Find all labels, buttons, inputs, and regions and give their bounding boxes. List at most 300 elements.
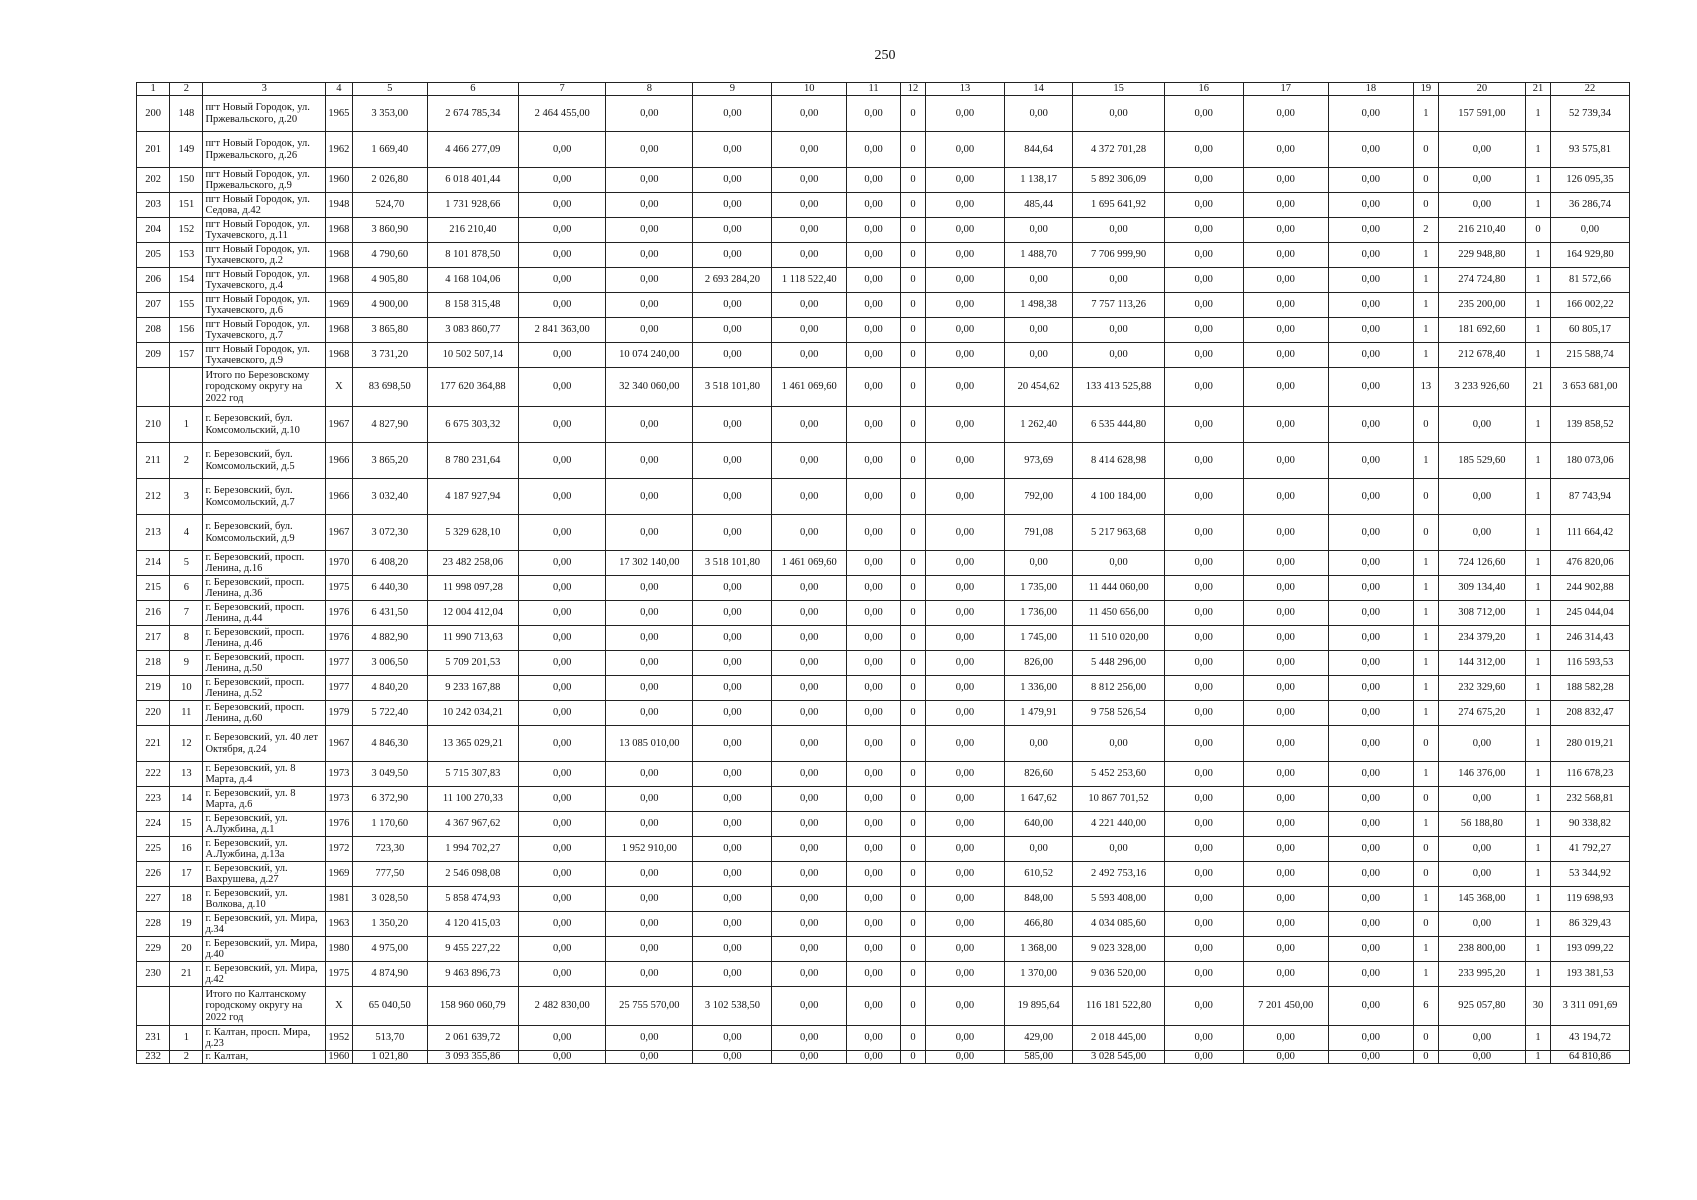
table-cell: 6 535 444,80 [1073, 407, 1164, 443]
table-cell: 11 444 060,00 [1073, 576, 1164, 601]
table-cell: 0,00 [693, 601, 772, 626]
table-cell: 0 [901, 762, 926, 787]
table-cell: 0,00 [925, 1026, 1004, 1051]
table-row [137, 1051, 1630, 1064]
table-cell: 150 [170, 168, 203, 193]
table-cell: 4 900,00 [352, 293, 427, 318]
table-cell: 0,00 [772, 837, 847, 862]
address-cell: г. Калтан, [203, 1051, 326, 1064]
table-cell: 0,00 [1004, 268, 1073, 293]
table-cell: 0,00 [772, 343, 847, 368]
table-cell [137, 368, 170, 407]
table-cell: 0,00 [772, 701, 847, 726]
table-cell: 1980 [325, 937, 352, 962]
table-cell: 0 [901, 837, 926, 862]
table-cell: 0,00 [1073, 268, 1164, 293]
table-cell: 0,00 [1243, 96, 1328, 132]
table-cell: 476 820,06 [1550, 551, 1629, 576]
table-cell: 0,00 [1438, 132, 1525, 168]
column-number: 1 [137, 83, 170, 96]
table-cell: 177 620 364,88 [427, 368, 518, 407]
table-cell: 0,00 [519, 676, 606, 701]
table-cell: 6 440,30 [352, 576, 427, 601]
table-cell: 0 [901, 318, 926, 343]
table-cell: 0 [901, 887, 926, 912]
table-cell: 0,00 [1164, 912, 1243, 937]
table-cell: 4 372 701,28 [1073, 132, 1164, 168]
address-cell: г. Березовский, бул. Комсомольский, д.10 [203, 407, 326, 443]
table-cell: 139 858,52 [1550, 407, 1629, 443]
table-cell: 7 757 113,26 [1073, 293, 1164, 318]
table-cell: 205 [137, 243, 170, 268]
table-cell: 0,00 [1243, 937, 1328, 962]
table-cell: 224 [137, 812, 170, 837]
table-cell: 1 731 928,66 [427, 193, 518, 218]
table-cell: 3 072,30 [352, 515, 427, 551]
table-cell: 0 [901, 243, 926, 268]
table-cell: 20 [170, 937, 203, 962]
table-row [137, 268, 1630, 293]
table-cell: 0 [1413, 726, 1438, 762]
table-cell: 1 647,62 [1004, 787, 1073, 812]
table-cell: 640,00 [1004, 812, 1073, 837]
table-cell: 1 [1413, 651, 1438, 676]
table-cell: 485,44 [1004, 193, 1073, 218]
table-cell: 1966 [325, 443, 352, 479]
table-cell: 1976 [325, 626, 352, 651]
table-cell: 0,00 [1328, 912, 1413, 937]
table-cell: 9 233 167,88 [427, 676, 518, 701]
table-cell: 925 057,80 [1438, 987, 1525, 1026]
table-cell: 0,00 [772, 812, 847, 837]
table-cell: 1970 [325, 551, 352, 576]
table-row [137, 762, 1630, 787]
table-cell [170, 368, 203, 407]
table-cell: 23 482 258,06 [427, 551, 518, 576]
table-cell: 0,00 [847, 787, 901, 812]
table-cell: 11 990 713,63 [427, 626, 518, 651]
table-cell: 0,00 [1328, 443, 1413, 479]
address-cell: г. Березовский, ул. Мира, д.42 [203, 962, 326, 987]
table-cell: 274 675,20 [1438, 701, 1525, 726]
table-cell: 1 [1413, 962, 1438, 987]
table-cell: 0,00 [1438, 168, 1525, 193]
table-cell: 0,00 [925, 837, 1004, 862]
column-number: 8 [606, 83, 693, 96]
table-cell: 3 353,00 [352, 96, 427, 132]
table-row [137, 343, 1630, 368]
table-cell: 145 368,00 [1438, 887, 1525, 912]
table-cell: 3 518 101,80 [693, 368, 772, 407]
table-cell: 0,00 [847, 96, 901, 132]
table-cell: 4 846,30 [352, 726, 427, 762]
table-cell: 10 074 240,00 [606, 343, 693, 368]
table-cell: 0,00 [772, 626, 847, 651]
table-cell: 0,00 [1164, 479, 1243, 515]
table-cell: 0,00 [1328, 318, 1413, 343]
table-cell: 11 998 097,28 [427, 576, 518, 601]
table-cell: 0,00 [1073, 551, 1164, 576]
address-cell: пгт Новый Городок, ул. Пржевальского, д.9 [203, 168, 326, 193]
table-row [137, 787, 1630, 812]
table-cell: 2 482 830,00 [519, 987, 606, 1026]
table-cell: 0,00 [693, 407, 772, 443]
table-cell: 0,00 [606, 626, 693, 651]
table-cell: 4 975,00 [352, 937, 427, 962]
table-cell: 6 018 401,44 [427, 168, 518, 193]
table-cell: 0 [901, 937, 926, 962]
table-cell: 0 [1413, 1051, 1438, 1064]
table-cell: 11 510 020,00 [1073, 626, 1164, 651]
table-cell: 4 790,60 [352, 243, 427, 268]
address-cell: г. Березовский, ул. А.Лужбина, д.1 [203, 812, 326, 837]
table-cell: 17 [170, 862, 203, 887]
table-cell: 111 664,42 [1550, 515, 1629, 551]
table-cell: 0 [901, 168, 926, 193]
column-number: 6 [427, 83, 518, 96]
table-row [137, 443, 1630, 479]
table-row [137, 407, 1630, 443]
table-cell: 0,00 [606, 168, 693, 193]
table-cell: 0,00 [925, 293, 1004, 318]
table-cell: 1976 [325, 601, 352, 626]
address-cell: пгт Новый Городок, ул. Тухачевского, д.4 [203, 268, 326, 293]
table-cell: 3 028 545,00 [1073, 1051, 1164, 1064]
table-cell: 0,00 [693, 626, 772, 651]
address-cell: г. Березовский, просп. Ленина, д.36 [203, 576, 326, 601]
table-cell: 0,00 [1164, 651, 1243, 676]
table-cell: 5 715 307,83 [427, 762, 518, 787]
table-cell: 0,00 [606, 293, 693, 318]
table-cell: X [325, 368, 352, 407]
table-cell: 1 [1526, 676, 1551, 701]
table-cell: 0,00 [1243, 576, 1328, 601]
column-number: 19 [1413, 83, 1438, 96]
table-cell: 1 [1526, 862, 1551, 887]
table-cell: 1 [1526, 651, 1551, 676]
table-cell: 0,00 [1164, 762, 1243, 787]
table-cell: 234 379,20 [1438, 626, 1525, 651]
table-cell: 0,00 [1328, 368, 1413, 407]
table-cell: 3 [170, 479, 203, 515]
table-cell: 0,00 [1328, 962, 1413, 987]
table-cell: 1 [1413, 626, 1438, 651]
table-cell: 1 350,20 [352, 912, 427, 937]
table-cell: 0,00 [772, 987, 847, 1026]
table-cell: 1966 [325, 479, 352, 515]
table-cell: 230 [137, 962, 170, 987]
table-cell: 155 [170, 293, 203, 318]
table-cell: 0,00 [1004, 318, 1073, 343]
table-cell: 4 221 440,00 [1073, 812, 1164, 837]
table-cell: 1 118 522,40 [772, 268, 847, 293]
table-cell: 1 [1526, 812, 1551, 837]
table-cell: 0,00 [1164, 96, 1243, 132]
table-cell: 3 311 091,69 [1550, 987, 1629, 1026]
table-cell: 1 479,91 [1004, 701, 1073, 726]
table-cell: 93 575,81 [1550, 132, 1629, 168]
table-cell: 1968 [325, 318, 352, 343]
table-cell: 0,00 [772, 407, 847, 443]
table-cell: 0,00 [1243, 343, 1328, 368]
table-cell: 8 158 315,48 [427, 293, 518, 318]
table-cell: 0,00 [606, 651, 693, 676]
table-cell: 0,00 [1164, 343, 1243, 368]
table-cell: 0,00 [925, 962, 1004, 987]
table-cell: 0,00 [693, 168, 772, 193]
table-cell: 157 [170, 343, 203, 368]
table-cell: 0,00 [772, 515, 847, 551]
table-cell: 0,00 [1004, 96, 1073, 132]
table-cell: 0,00 [1164, 576, 1243, 601]
column-number-row [137, 83, 1630, 96]
table-row [137, 726, 1630, 762]
table-cell: 0,00 [1243, 701, 1328, 726]
table-cell: 2 [1413, 218, 1438, 243]
table-cell: 0,00 [847, 862, 901, 887]
table-cell: 0,00 [925, 551, 1004, 576]
table-cell: 0,00 [693, 812, 772, 837]
table-cell: 1975 [325, 962, 352, 987]
table-cell: 11 [170, 701, 203, 726]
table-cell: 1965 [325, 96, 352, 132]
table-cell: 0,00 [847, 293, 901, 318]
table-cell: 1968 [325, 243, 352, 268]
table-row [137, 862, 1630, 887]
table-cell: 166 002,22 [1550, 293, 1629, 318]
table-cell: 11 100 270,33 [427, 787, 518, 812]
table-cell: 1 [1526, 443, 1551, 479]
table-cell: 5 [170, 551, 203, 576]
table-cell: 0,00 [1438, 515, 1525, 551]
table-cell: 2 492 753,16 [1073, 862, 1164, 887]
table-cell: 0,00 [606, 701, 693, 726]
table-cell: 0,00 [1328, 887, 1413, 912]
table-cell: 0 [901, 726, 926, 762]
table-cell: 0,00 [1164, 701, 1243, 726]
table-cell: 214 [137, 551, 170, 576]
table-cell: 0,00 [925, 787, 1004, 812]
table-cell: 0,00 [1438, 479, 1525, 515]
table-cell: 1 [1526, 407, 1551, 443]
table-cell: 5 892 306,09 [1073, 168, 1164, 193]
table-cell: 0,00 [925, 407, 1004, 443]
table-cell: 126 095,35 [1550, 168, 1629, 193]
table-cell: 0,00 [1243, 762, 1328, 787]
table-cell: 1967 [325, 515, 352, 551]
table-cell: 2 026,80 [352, 168, 427, 193]
table-cell: 0,00 [772, 243, 847, 268]
page-number: 250 [874, 48, 896, 63]
table-cell: 228 [137, 912, 170, 937]
table-cell: 0,00 [1243, 515, 1328, 551]
column-number: 12 [901, 83, 926, 96]
table-cell: 0,00 [772, 168, 847, 193]
table-cell: 1 [1413, 551, 1438, 576]
table-cell: 0,00 [519, 443, 606, 479]
table-cell: 1 461 069,60 [772, 368, 847, 407]
table-cell: 9 455 227,22 [427, 937, 518, 962]
table-cell: 1 [1526, 962, 1551, 987]
table-cell: 274 724,80 [1438, 268, 1525, 293]
table-cell: 0,00 [925, 193, 1004, 218]
table-cell: 12 004 412,04 [427, 601, 518, 626]
table-cell: 0,00 [519, 515, 606, 551]
table-cell: 0,00 [1243, 368, 1328, 407]
table-cell: 17 302 140,00 [606, 551, 693, 576]
table-cell: 0 [901, 601, 926, 626]
table-cell: 0,00 [606, 96, 693, 132]
table-cell: 0,00 [1243, 962, 1328, 987]
table-cell: 53 344,92 [1550, 862, 1629, 887]
table-cell: 0,00 [772, 601, 847, 626]
table-cell: 9 758 526,54 [1073, 701, 1164, 726]
table-row [137, 293, 1630, 318]
table-cell: 1960 [325, 1051, 352, 1064]
table-row [137, 676, 1630, 701]
table-cell: 7 201 450,00 [1243, 987, 1328, 1026]
table-cell: 1976 [325, 812, 352, 837]
table-cell: 41 792,27 [1550, 837, 1629, 862]
table-cell: 0,00 [1164, 887, 1243, 912]
table-cell: 0,00 [606, 1051, 693, 1064]
table-cell: 0 [1413, 479, 1438, 515]
table-cell: 0,00 [519, 218, 606, 243]
table-cell: 3 032,40 [352, 479, 427, 515]
table-cell: 0,00 [847, 407, 901, 443]
column-number: 11 [847, 83, 901, 96]
table-cell: 0,00 [772, 787, 847, 812]
table-cell: 0,00 [519, 168, 606, 193]
table-cell: 1 498,38 [1004, 293, 1073, 318]
table-cell: 0,00 [847, 243, 901, 268]
table-cell: 0,00 [1328, 407, 1413, 443]
table-cell: 1 736,00 [1004, 601, 1073, 626]
table-cell: 777,50 [352, 862, 427, 887]
table-cell: 0,00 [1328, 515, 1413, 551]
table-cell: 0 [1413, 407, 1438, 443]
table-cell: 220 [137, 701, 170, 726]
table-cell: 0,00 [772, 96, 847, 132]
table-cell: 4 466 277,09 [427, 132, 518, 168]
table-cell: 0,00 [606, 218, 693, 243]
table-cell: 193 381,53 [1550, 962, 1629, 987]
table-cell: 215 588,74 [1550, 343, 1629, 368]
table-cell: 0,00 [1004, 218, 1073, 243]
table-row [137, 243, 1630, 268]
table-cell: 0,00 [606, 318, 693, 343]
table-cell: 0,00 [1243, 676, 1328, 701]
table-cell: 13 365 029,21 [427, 726, 518, 762]
address-cell: г. Березовский, ул. Мира, д.34 [203, 912, 326, 937]
table-cell: 844,64 [1004, 132, 1073, 168]
table-cell: 0,00 [1164, 1051, 1243, 1064]
table-cell: 1 [1413, 443, 1438, 479]
table-cell: 1 138,17 [1004, 168, 1073, 193]
column-number: 3 [203, 83, 326, 96]
table-cell: 1 [1413, 601, 1438, 626]
table-cell: 0,00 [847, 318, 901, 343]
table-cell: 0 [901, 787, 926, 812]
table-cell: 0,00 [1328, 837, 1413, 862]
table-cell: 2 693 284,20 [693, 268, 772, 293]
table-cell: 0,00 [519, 862, 606, 887]
table-cell: 9 463 896,73 [427, 962, 518, 987]
table-cell: 0 [901, 368, 926, 407]
table-cell: 0 [901, 132, 926, 168]
table-cell: 0 [1413, 1026, 1438, 1051]
table-cell: 0,00 [519, 243, 606, 268]
table-cell: 3 049,50 [352, 762, 427, 787]
table-cell: 0,00 [1243, 651, 1328, 676]
table-cell: 0 [901, 576, 926, 601]
table-cell: 12 [170, 726, 203, 762]
housing-repair-table [136, 82, 1630, 1064]
table-cell: 223 [137, 787, 170, 812]
table-cell: 1967 [325, 726, 352, 762]
table-cell: 13 [1413, 368, 1438, 407]
table-cell: 0,00 [1328, 551, 1413, 576]
column-number: 2 [170, 83, 203, 96]
table-row [137, 318, 1630, 343]
table-cell: 0,00 [772, 443, 847, 479]
table-cell: 0,00 [1438, 726, 1525, 762]
table-cell: 21 [170, 962, 203, 987]
table-cell: 0,00 [925, 601, 1004, 626]
table-cell: 1 [1526, 168, 1551, 193]
table-cell: 133 413 525,88 [1073, 368, 1164, 407]
table-cell: 0,00 [1328, 987, 1413, 1026]
table-cell: 1 [1526, 601, 1551, 626]
table-cell: 1 745,00 [1004, 626, 1073, 651]
table-cell: 4 [170, 515, 203, 551]
table-cell: 0,00 [925, 626, 1004, 651]
table-cell: 0,00 [925, 862, 1004, 887]
table-cell: 0,00 [847, 726, 901, 762]
table-cell: 0,00 [1328, 651, 1413, 676]
table-cell: 0,00 [606, 1026, 693, 1051]
table-cell: 0,00 [925, 762, 1004, 787]
table-cell: 1 [1526, 837, 1551, 862]
table-cell: 206 [137, 268, 170, 293]
table-cell: 232 [137, 1051, 170, 1064]
table-cell: 154 [170, 268, 203, 293]
table-cell: 1 461 069,60 [772, 551, 847, 576]
table-cell: 0,00 [693, 912, 772, 937]
table-cell: 0,00 [1164, 268, 1243, 293]
table-cell: 0,00 [519, 1026, 606, 1051]
table-cell: 0 [1413, 515, 1438, 551]
table-cell: 0,00 [1164, 515, 1243, 551]
table-cell: 2 464 455,00 [519, 96, 606, 132]
table-cell: 233 995,20 [1438, 962, 1525, 987]
table-cell: 0,00 [519, 479, 606, 515]
table-cell: 8 780 231,64 [427, 443, 518, 479]
table-cell: 4 367 967,62 [427, 812, 518, 837]
table-cell: 64 810,86 [1550, 1051, 1629, 1064]
table-cell: 0,00 [1243, 601, 1328, 626]
table-cell: 157 591,00 [1438, 96, 1525, 132]
table-cell: 0,00 [925, 1051, 1004, 1064]
table-cell: 0,00 [1328, 701, 1413, 726]
table-cell: 19 [170, 912, 203, 937]
table-cell: 1 [1413, 701, 1438, 726]
table-cell: 0 [1413, 193, 1438, 218]
table-cell: 3 865,80 [352, 318, 427, 343]
table-cell: 65 040,50 [352, 987, 427, 1026]
table-cell: 0,00 [1164, 368, 1243, 407]
table-cell: 0,00 [1073, 837, 1164, 862]
